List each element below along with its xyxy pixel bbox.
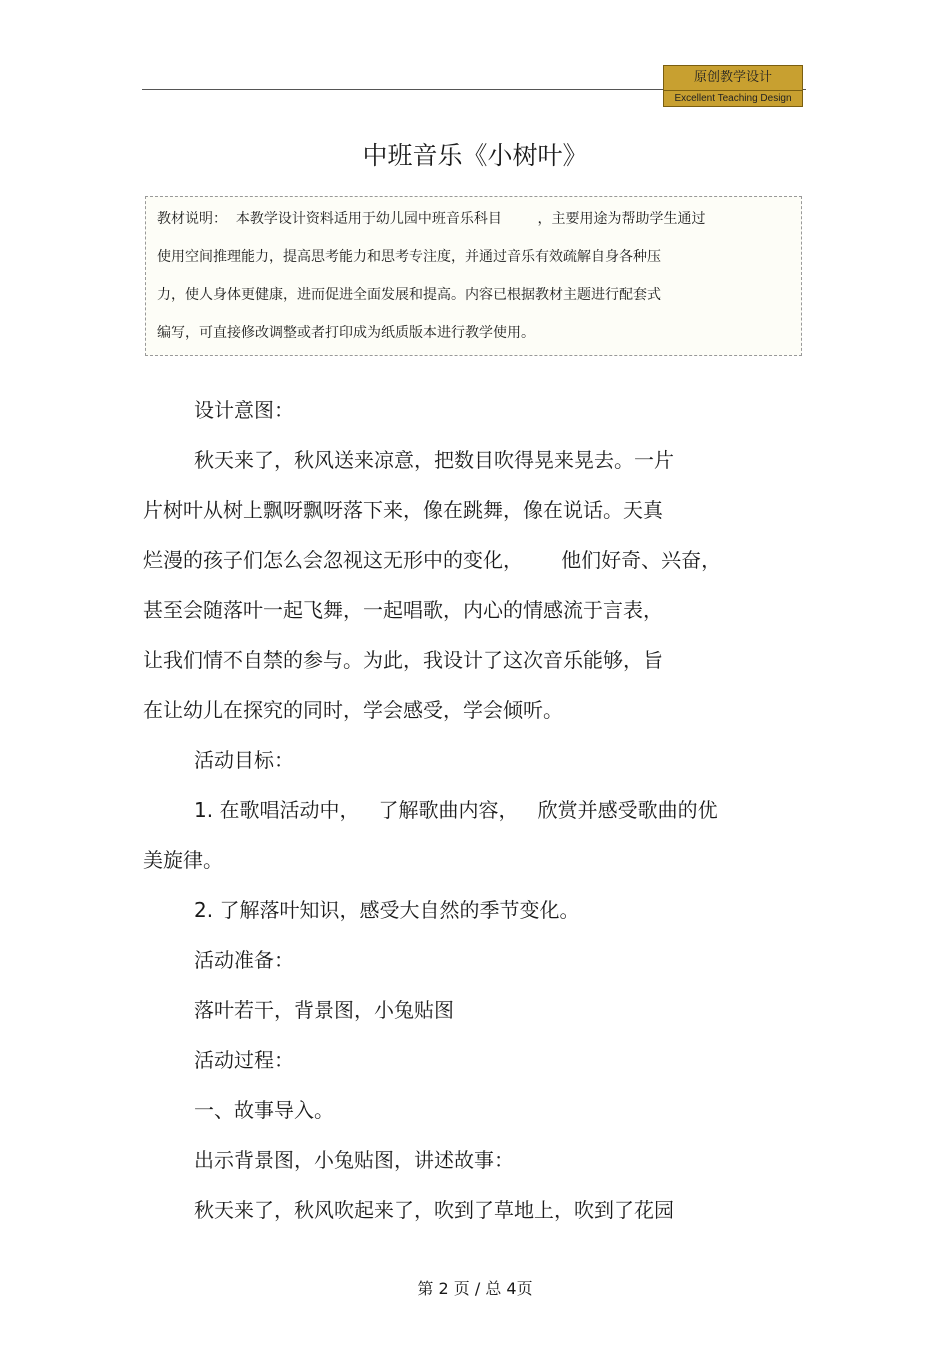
- section-heading: 活动过程：: [194, 1048, 294, 1072]
- paragraph-line: 秋天来了，秋风送来凉意，把数目吹得晃来晃去。一片: [194, 448, 674, 472]
- paragraph-line: 片树叶从树上飘呀飘呀落下来，像在跳舞，像在说话。天真: [143, 498, 663, 522]
- page-number-footer: 第 2 页 / 总 4页: [417, 1279, 533, 1298]
- paragraph-line: 落叶若干，背景图，小兔贴图: [194, 998, 454, 1022]
- document-title: 中班音乐《小树叶》: [362, 141, 588, 170]
- paragraph-line: 出示背景图，小兔贴图，讲述故事：: [194, 1148, 514, 1172]
- paragraph-line: 1. 在歌唱活动中， 了解歌曲内容， 欣赏并感受歌曲的优: [194, 798, 718, 822]
- section-heading: 活动准备：: [194, 948, 294, 972]
- paragraph-line: 2. 了解落叶知识，感受大自然的季节变化。: [194, 898, 580, 922]
- badge-chinese-label: 原创教学设计: [663, 65, 803, 91]
- material-note-box: [145, 196, 802, 356]
- paragraph-line: 秋天来了，秋风吹起来了，吹到了草地上，吹到了花园: [194, 1198, 674, 1222]
- section-heading: 活动目标：: [194, 748, 294, 772]
- paragraph-line: 美旋律。: [143, 848, 223, 872]
- paragraph-line: 让我们情不自禁的参与。为此，我设计了这次音乐能够，旨: [143, 648, 663, 672]
- section-heading: 设计意图：: [194, 398, 294, 422]
- note-line: 编写，可直接修改调整或者打印成为纸质版本进行教学使用。: [157, 325, 535, 341]
- paragraph-line: 甚至会随落叶一起飞舞，一起唱歌，内心的情感流于言表，: [143, 598, 663, 622]
- note-line: 使用空间推理能力，提高思考能力和思考专注度，并通过音乐有效疏解自身各种压: [157, 249, 661, 265]
- paragraph-line: 在让幼儿在探究的同时，学会感受，学会倾听。: [143, 698, 563, 722]
- paragraph-line: 一、故事导入。: [194, 1098, 334, 1122]
- paragraph-line: 烂漫的孩子们怎么会忽视这无形中的变化， 他们好奇、兴奋，: [143, 548, 722, 572]
- header-badge: [663, 65, 803, 107]
- note-line: 力，使人身体更健康，进而促进全面发展和提高。内容已根据教材主题进行配套式: [157, 287, 661, 303]
- badge-english-label: Excellent Teaching Design: [663, 91, 803, 107]
- note-line: 教材说明： 本教学设计资料适用于幼儿园中班音乐科目 ，主要用途为帮助学生通过: [157, 211, 706, 227]
